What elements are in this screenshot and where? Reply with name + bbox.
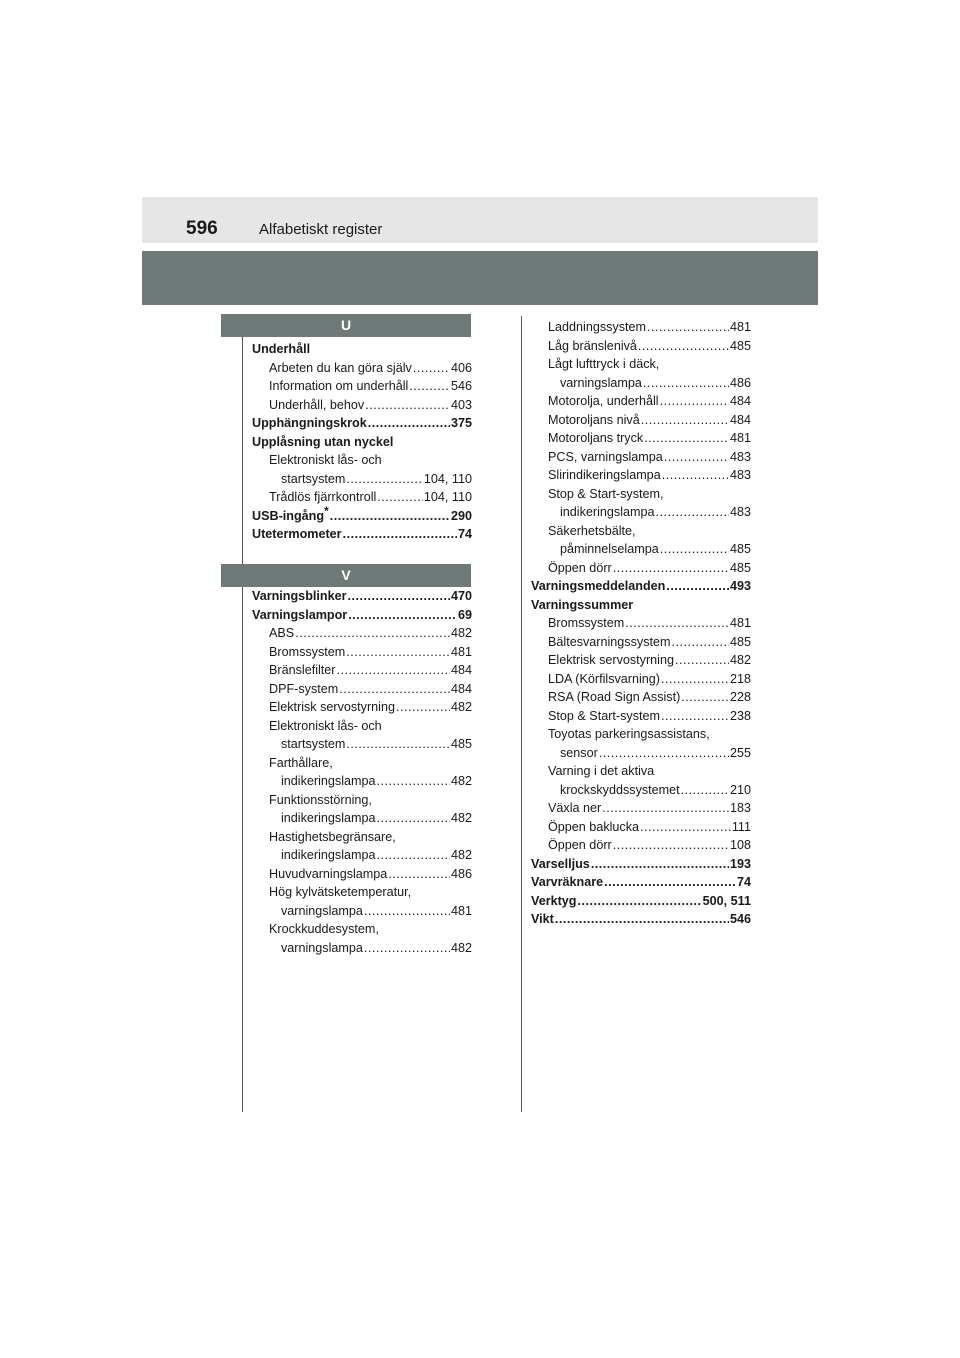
entry-label: Öppen dörr [548,560,612,575]
dot-leader [681,688,729,707]
index-entry [531,781,751,800]
entry-page: 210 [729,782,751,797]
entry-label: Underhåll, behov [269,397,365,412]
entry-label: Krockkuddesystem, [269,922,379,936]
index-entry [531,374,751,393]
dot-leader [602,799,729,818]
entry-page: 104, 110 [423,490,472,504]
index-entry [531,688,751,707]
entry-label: PCS, varningslampa [548,449,663,464]
entry-page: 183 [729,801,751,815]
entry-page: 218 [729,671,751,686]
index-entry [252,920,472,939]
dot-leader [343,525,457,544]
page-title: Alfabetiskt register [259,221,383,238]
dot-leader [330,507,450,526]
index-entry [252,503,472,526]
index-entry [531,762,751,781]
index-entry [531,651,751,670]
entry-label: Arbeten du kan göra själv [269,360,412,375]
index-entry [531,596,751,615]
index-entry [252,643,472,662]
index-entry [252,865,472,884]
index-entry [531,448,751,467]
entry-label: varningslampa [281,940,363,955]
index-entry [252,488,472,507]
index-entry [531,873,751,892]
entry-label: Varningssummer [531,597,634,612]
index-entry [252,414,472,433]
entry-page: 111 [731,819,751,834]
dot-leader [643,374,729,393]
header-bar [142,197,818,243]
entry-page: 228 [729,690,751,704]
entry-label: Säkerhetsbälte, [548,523,636,538]
entry-label: Upplåsning utan nyckel [252,434,394,449]
index-entry [252,680,472,699]
index-entry [531,855,751,874]
dot-leader [364,902,450,921]
entry-label: Farthållare, [269,755,333,770]
entry-label: Trådlös fjärrkontroll [269,490,377,504]
index-column-right [531,318,751,929]
index-entry [531,836,751,855]
dot-leader [377,488,423,507]
entry-label: Växla ner [548,801,602,815]
entry-label: påminnelselampa [560,542,659,556]
entry-label: indikeringslampa [281,848,376,862]
entry-label: Lågt lufttryck i däck, [548,357,660,371]
entry-label: Bromssystem [548,616,625,630]
entry-page: 74 [457,527,472,541]
entry-label: Elektroniskt lås- och [269,453,382,467]
entry-page: 481 [729,616,751,630]
chapter-banner [142,251,818,305]
entry-label: Låg bränslenivå [548,338,637,353]
index-column-v [252,587,472,957]
dot-leader [555,910,729,929]
index-entry [531,614,751,633]
dot-leader [377,772,450,791]
entry-label: RSA (Road Sign Assist) [548,690,681,704]
entry-page: 484 [450,663,472,677]
index-entry [252,809,472,828]
dot-leader [661,670,729,689]
dot-leader [660,392,729,411]
dot-leader [409,377,450,396]
entry-label: Elektrisk servostyrning [548,653,674,667]
index-entry [252,661,472,680]
entry-page: 486 [729,375,751,390]
entry-page: 546 [729,912,751,926]
dot-leader [613,836,729,855]
index-entry [531,411,751,430]
entry-page: 482 [450,940,472,955]
index-entry [252,359,472,378]
index-entry [531,670,751,689]
index-entry [531,725,751,744]
entry-label: Huvudvarningslampa [269,866,388,881]
index-entry [252,396,472,415]
dot-leader [388,865,450,884]
dot-leader [337,661,450,680]
entry-page: 485 [450,737,472,751]
entry-label: indikeringslampa [281,774,376,788]
entry-page: 290 [450,508,472,523]
entry-label: startsystem [281,737,346,751]
entry-page: 482 [729,653,751,667]
dot-leader [647,318,729,337]
index-entry [252,525,472,544]
entry-page: 108 [729,838,751,852]
index-entry [531,522,751,541]
dot-leader [578,892,702,911]
entry-page: 481 [729,320,751,334]
entry-label: Hög kylvätsketemperatur, [269,885,412,899]
dot-leader [675,651,729,670]
dot-leader [662,466,729,485]
dot-leader [295,624,450,643]
index-entry [252,451,472,470]
index-entry [252,772,472,791]
index-entry [531,392,751,411]
entry-page: 403 [450,397,472,412]
entry-page: 482 [450,700,472,714]
entry-label: Funktionsstörning, [269,792,372,807]
entry-label: Motoroljans nivå [548,412,640,427]
entry-label: Bromssystem [269,644,346,659]
index-entry [531,577,751,596]
entry-page: 406 [450,360,472,375]
index-entry [252,470,472,489]
index-entry [252,433,472,452]
index-entry [531,633,751,652]
entry-label: Stop & Start-system [548,708,660,723]
entry-page: 193 [729,856,751,871]
index-entry [531,707,751,726]
entry-page: 484 [729,394,751,408]
entry-page: 485 [729,560,751,575]
dot-leader [377,846,450,865]
section-header-u: U [221,314,471,337]
entry-page: 483 [729,505,751,519]
entry-label: Varvräknare [531,875,604,889]
dot-leader [339,680,450,699]
entry-page: 483 [729,449,751,464]
index-entry [252,698,472,717]
column-divider-left [242,316,243,1112]
dot-leader [681,781,729,800]
index-entry [252,828,472,847]
index-entry [252,587,472,606]
dot-leader [413,359,450,378]
index-entry [252,340,472,359]
dot-leader [346,470,423,489]
index-entry [252,735,472,754]
entry-page: 486 [450,866,472,881]
index-entry [531,744,751,763]
index-entry [252,377,472,396]
entry-page: 483 [729,468,751,482]
entry-page: 485 [729,634,751,649]
entry-page: 484 [450,681,472,696]
entry-label: indikeringslampa [281,811,376,825]
entry-label: krockskyddssystemet [560,782,680,797]
dot-leader [604,873,736,892]
dot-leader [644,429,729,448]
dot-leader [661,707,729,726]
entry-label: ABS [269,626,295,640]
index-entry [252,902,472,921]
entry-label: Underhåll [252,342,311,356]
entry-label: Laddningssystem [548,320,647,334]
index-entry [252,606,472,625]
dot-leader [368,414,450,433]
entry-label: Stop & Start-system, [548,486,664,501]
entry-page: 481 [729,431,751,445]
entry-page: 255 [729,745,751,760]
dot-leader [664,448,729,467]
index-entry [531,540,751,559]
index-entry [252,754,472,773]
entry-page: 238 [729,708,751,723]
index-entry [252,717,472,736]
entry-page: 546 [450,379,472,393]
entry-label: Upphängningskrok [252,416,367,430]
entry-page: 375 [450,416,472,430]
entry-label: Slirindikeringslampa [548,468,661,482]
entry-label: Hastighetsbegränsare, [269,829,396,844]
entry-label: Elektroniskt lås- och [269,718,382,733]
entry-label: Varningslampor [252,607,348,622]
entry-page: 482 [450,811,472,825]
entry-page: 481 [450,644,472,659]
dot-leader [656,503,729,522]
dot-leader [638,337,729,356]
entry-label: Toyotas parkeringsassistans, [548,727,710,741]
entry-label: Varningsblinker [252,589,347,603]
entry-page: 74 [736,875,751,889]
entry-page: 482 [450,626,472,640]
footnote-marker: * [324,503,329,518]
entry-label: LDA (Körfilsvarning) [548,671,660,686]
entry-label: Utetermometer [252,527,342,541]
entry-label: Bältesvarningssystem [548,634,671,649]
entry-label: Öppen dörr [548,838,612,852]
dot-leader [666,577,729,596]
entry-label: Vikt [531,912,554,926]
entry-page: 493 [729,579,751,593]
entry-label: Öppen baklucka [548,819,640,834]
entry-page: 470 [450,589,472,603]
entry-page: 484 [729,412,751,427]
entry-label: Bränslefilter [269,663,336,677]
dot-leader [672,633,729,652]
entry-label: Motorolja, underhåll [548,394,659,408]
page-number: 596 [186,218,218,239]
dot-leader [348,606,457,625]
entry-page: 482 [450,848,472,862]
dot-leader [613,559,729,578]
index-entry [531,818,751,837]
index-entry [531,318,751,337]
entry-label: Information om underhåll [269,379,409,393]
index-entry [531,485,751,504]
dot-leader [641,411,729,430]
index-entry [252,883,472,902]
dot-leader [599,744,729,763]
dot-leader [365,396,450,415]
dot-leader [591,855,729,874]
index-entry [531,503,751,522]
entry-label: Verktyg [531,893,577,908]
entry-label: Motoroljans tryck [548,431,644,445]
entry-page: 485 [729,338,751,353]
entry-label: Elektrisk servostyrning [269,700,395,714]
section-header-v: V [221,564,471,587]
index-entry [531,355,751,374]
entry-label: indikeringslampa [560,505,655,519]
dot-leader [640,818,731,837]
entry-label: varningslampa [560,375,642,390]
index-entry [531,892,751,911]
column-divider-right [521,316,522,1112]
entry-page: 104, 110 [423,471,472,486]
index-entry [531,559,751,578]
entry-label: USB-ingång* [252,503,329,523]
entry-page: 481 [450,903,472,918]
index-entry [252,624,472,643]
entry-label: Varning i det aktiva [548,764,655,778]
index-entry [531,910,751,929]
dot-leader [625,614,729,633]
index-column-u [252,340,472,544]
dot-leader [346,735,450,754]
index-entry [252,791,472,810]
entry-label: startsystem [281,471,346,486]
dot-leader [347,587,450,606]
dot-leader [377,809,450,828]
index-entry [531,799,751,818]
index-entry [252,846,472,865]
entry-label: Varningsmeddelanden [531,579,666,593]
entry-label: DPF-system [269,681,339,696]
entry-label: Varselljus [531,856,590,871]
index-entry [531,429,751,448]
entry-page: 69 [457,607,472,622]
dot-leader [346,643,450,662]
entry-page: 485 [729,542,751,556]
index-entry [531,337,751,356]
entry-page: 482 [450,774,472,788]
entry-label: varningslampa [281,903,363,918]
dot-leader [364,939,450,958]
index-entry [531,466,751,485]
entry-label: sensor [560,745,598,760]
entry-page: 500, 511 [702,893,751,908]
dot-leader [396,698,450,717]
index-entry [252,939,472,958]
dot-leader [660,540,729,559]
